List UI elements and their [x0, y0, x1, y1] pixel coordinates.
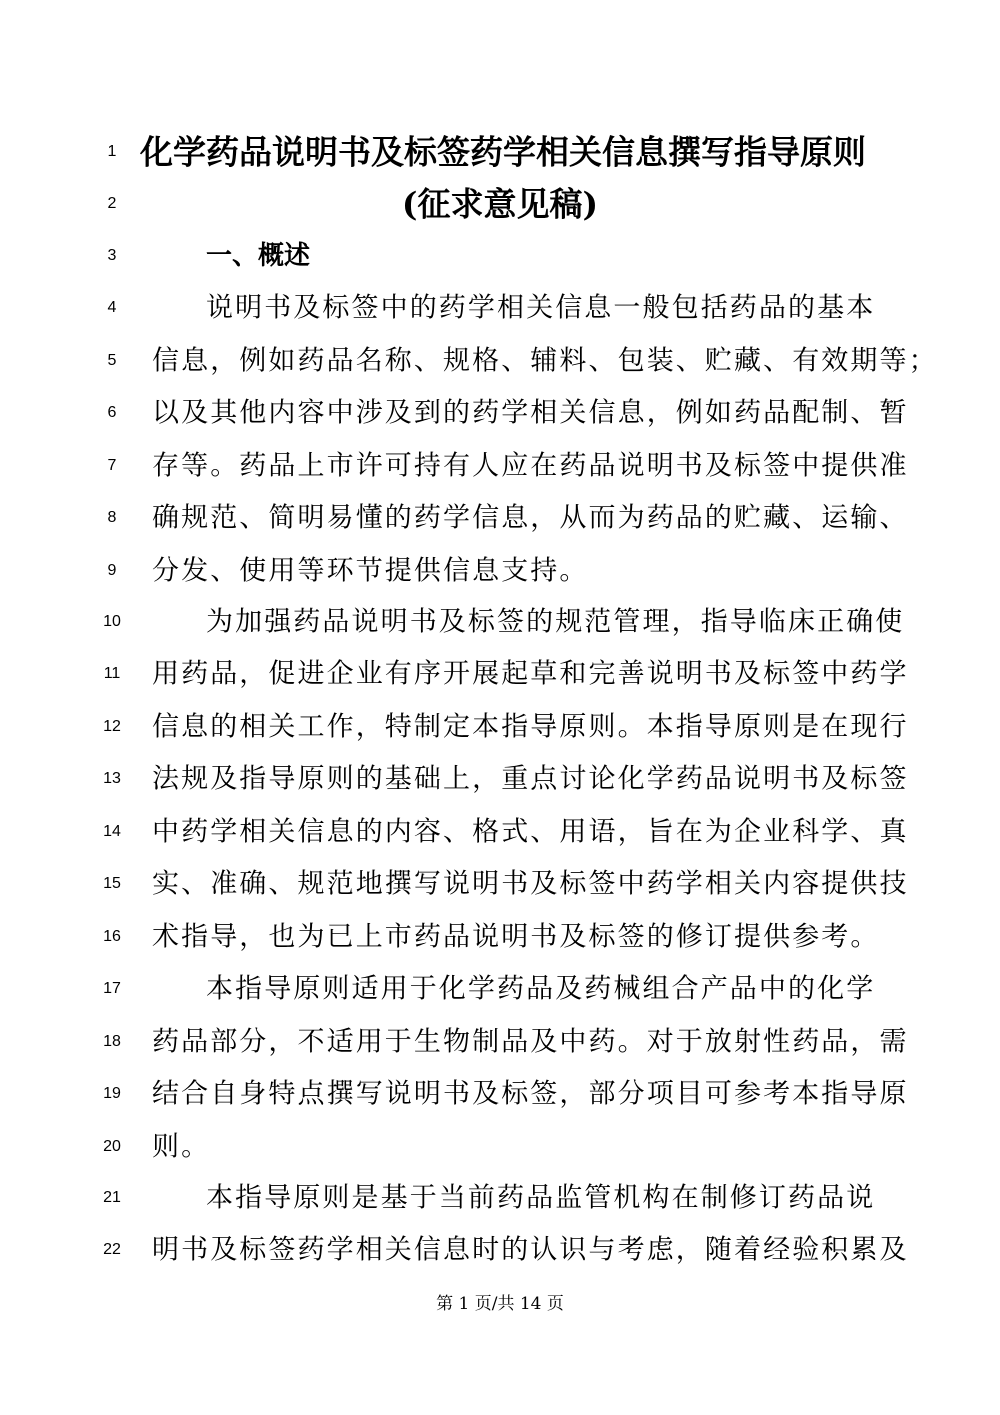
body-text: 术指导，也为已上市药品说明书及标签的修订提供参考。	[152, 921, 880, 953]
section-heading: 一、概述	[206, 241, 311, 271]
line-number: 13	[103, 770, 121, 787]
body-line	[0, 701, 1000, 753]
body-line	[0, 492, 1000, 544]
line-number: 7	[107, 457, 117, 474]
line-number: 22	[103, 1241, 121, 1258]
line-number: 21	[103, 1189, 121, 1206]
body-line	[0, 1121, 1000, 1173]
line-number: 20	[103, 1138, 121, 1155]
line-number: 18	[103, 1033, 121, 1050]
body-line	[0, 1068, 1000, 1120]
line-number: 17	[103, 980, 121, 997]
body-text: 确规范、简明易懂的药学信息，从而为药品的贮藏、运输、	[152, 502, 909, 534]
body-text: 存等。药品上市许可持有人应在药品说明书及标签中提供准	[152, 450, 909, 482]
line-number: 9	[107, 562, 117, 579]
subtitle-line	[0, 178, 1000, 230]
body-text: 信息的相关工作，特制定本指导原则。本指导原则是在现行	[152, 711, 909, 743]
line-number: 19	[103, 1085, 121, 1102]
line-number: 3	[107, 247, 117, 264]
title-line	[0, 126, 1000, 178]
body-line	[0, 648, 1000, 700]
body-line	[0, 545, 1000, 597]
heading-line	[0, 230, 1000, 282]
line-number: 14	[103, 823, 121, 840]
body-text: 以及其他内容中涉及到的药学相关信息，例如药品配制、暂	[152, 397, 909, 429]
line-number: 10	[103, 613, 121, 630]
line-number: 11	[103, 665, 121, 682]
body-line	[0, 596, 1000, 648]
body-line	[0, 387, 1000, 439]
body-line	[0, 1016, 1000, 1068]
line-number: 4	[107, 299, 117, 316]
body-text: 本指导原则适用于化学药品及药械组合产品中的化学	[206, 973, 876, 1005]
body-text: 明书及标签药学相关信息时的认识与考虑，随着经验积累及	[152, 1234, 909, 1266]
body-line	[0, 440, 1000, 492]
document-subtitle: (征求意见稿)	[401, 184, 599, 224]
body-line	[0, 1224, 1000, 1276]
body-line	[0, 335, 1000, 387]
body-line	[0, 963, 1000, 1015]
body-line	[0, 858, 1000, 910]
body-text: 则。	[152, 1131, 211, 1163]
line-number: 15	[103, 875, 121, 892]
line-number: 2	[107, 195, 117, 212]
body-text: 结合自身特点撰写说明书及标签，部分项目可参考本指导原	[152, 1078, 909, 1110]
body-line	[0, 282, 1000, 334]
line-number: 6	[107, 404, 117, 421]
body-line	[0, 911, 1000, 963]
body-text: 本指导原则是基于当前药品监管机构在制修订药品说	[206, 1182, 876, 1214]
body-text: 说明书及标签中的药学相关信息一般包括药品的基本	[206, 292, 876, 324]
page-footer: 第 1 页/共 14 页	[436, 1294, 564, 1314]
body-text: 用药品，促进企业有序开展起草和完善说明书及标签中药学	[152, 658, 909, 690]
document-title: 化学药品说明书及标签药学相关信息撰写指导原则	[140, 132, 866, 172]
line-number: 8	[107, 509, 117, 526]
line-number: 16	[103, 928, 121, 945]
line-number: 5	[107, 352, 117, 369]
line-number: 12	[103, 718, 121, 735]
body-line	[0, 806, 1000, 858]
body-text: 实、准确、规范地撰写说明书及标签中药学相关内容提供技	[152, 868, 909, 900]
body-text: 分发、使用等环节提供信息支持。	[152, 555, 589, 587]
body-text: 为加强药品说明书及标签的规范管理，指导临床正确使	[206, 606, 905, 638]
body-text: 中药学相关信息的内容、格式、用语，旨在为企业科学、真	[152, 816, 909, 848]
body-text: 信息，例如药品名称、规格、辅料、包装、贮藏、有效期等；	[152, 345, 938, 377]
line-number: 1	[107, 143, 117, 160]
body-line	[0, 1172, 1000, 1224]
body-line	[0, 753, 1000, 805]
body-text: 药品部分，不适用于生物制品及中药。对于放射性药品，需	[152, 1026, 909, 1058]
body-text: 法规及指导原则的基础上，重点讨论化学药品说明书及标签	[152, 763, 909, 795]
